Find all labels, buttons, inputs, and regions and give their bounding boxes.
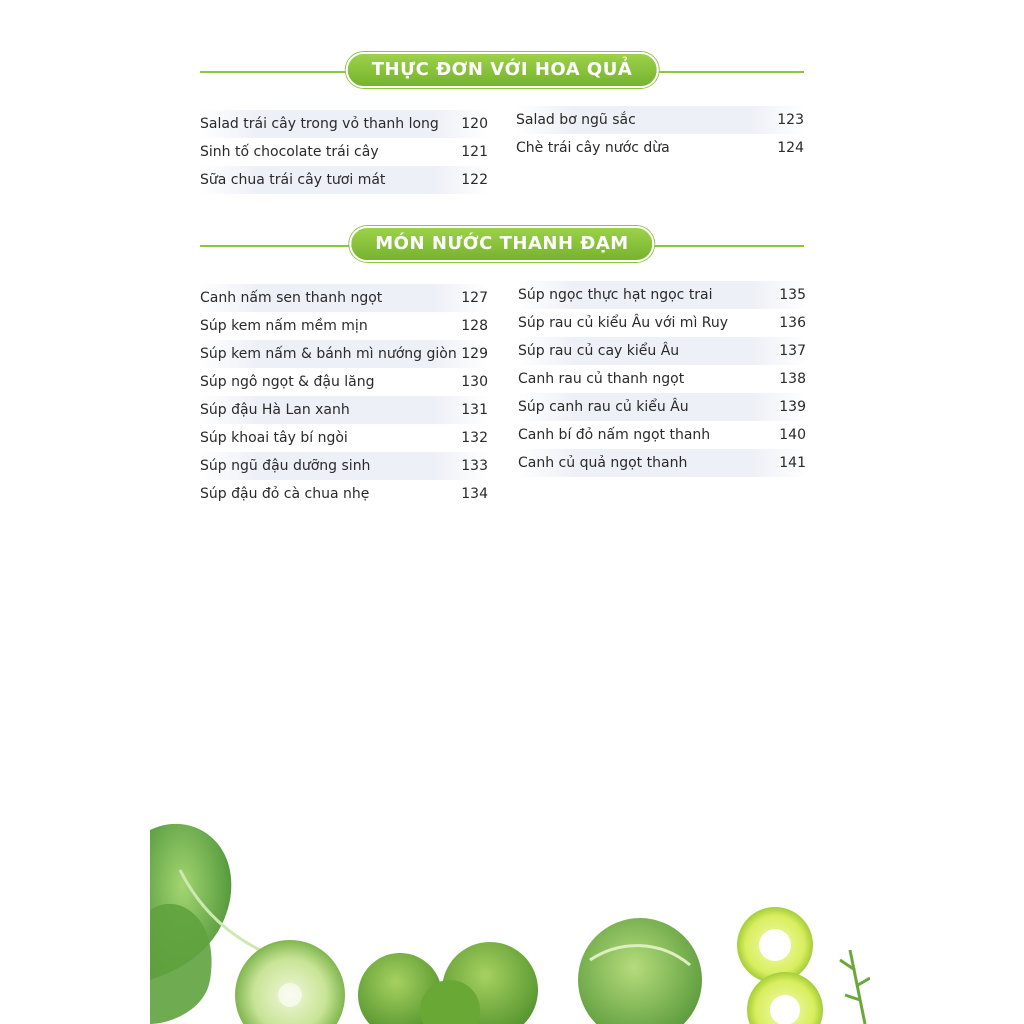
entry-page: 130	[461, 374, 488, 390]
toc-column-left	[200, 110, 490, 194]
entry-page: 137	[779, 343, 806, 359]
entry-page: 132	[461, 430, 488, 446]
section-title: THỰC ĐƠN VỚI HOA QUẢ	[346, 52, 659, 88]
entry-page: 140	[779, 427, 806, 443]
entry-title: Súp khoai tây bí ngòi	[200, 430, 348, 446]
entry-title: Súp kem nấm mềm mịn	[200, 318, 368, 334]
toc-entry[interactable]	[200, 284, 490, 312]
entry-page: 133	[461, 458, 488, 474]
entry-page: 122	[461, 172, 488, 188]
toc-entry[interactable]	[516, 106, 806, 134]
entry-page: 134	[461, 486, 488, 502]
toc-entry[interactable]	[200, 480, 490, 508]
entry-title: Salad trái cây trong vỏ thanh long	[200, 116, 439, 132]
toc-entry[interactable]	[200, 138, 490, 166]
entry-title: Salad bơ ngũ sắc	[516, 112, 636, 128]
entry-page: 129	[461, 346, 488, 362]
entry-title: Canh bí đỏ nấm ngọt thanh	[518, 427, 711, 443]
entry-page: 135	[779, 287, 806, 303]
toc-entry[interactable]	[200, 424, 490, 452]
entry-page: 127	[461, 290, 488, 306]
entry-page: 131	[461, 402, 488, 418]
toc-entry[interactable]	[518, 337, 808, 365]
entry-title: Canh rau củ thanh ngọt	[518, 371, 685, 387]
entry-title: Súp rau củ cay kiểu Âu	[518, 343, 680, 359]
entry-page: 138	[779, 371, 806, 387]
entry-title: Sữa chua trái cây tươi mát	[200, 172, 386, 188]
toc-entry[interactable]	[200, 396, 490, 424]
entry-title: Súp kem nấm & bánh mì nướng giòn	[200, 346, 457, 362]
entry-title: Canh nấm sen thanh ngọt	[200, 290, 383, 306]
entry-page: 139	[779, 399, 806, 415]
toc-entry[interactable]	[518, 393, 808, 421]
toc-entry[interactable]	[200, 110, 490, 138]
entry-title: Súp đậu đỏ cà chua nhẹ	[200, 486, 370, 502]
vegetables-icon	[150, 810, 870, 1024]
toc-entry[interactable]	[200, 166, 490, 194]
toc-entry[interactable]	[516, 134, 806, 162]
toc-column-right	[516, 106, 806, 162]
entry-page: 128	[461, 318, 488, 334]
entry-title: Súp ngọc thực hạt ngọc trai	[518, 287, 713, 303]
toc-entry[interactable]	[200, 340, 490, 368]
entry-page: 121	[461, 144, 488, 160]
entry-title: Súp đậu Hà Lan xanh	[200, 402, 350, 418]
toc-entry[interactable]	[518, 421, 808, 449]
entry-title: Sinh tố chocolate trái cây	[200, 144, 379, 160]
toc-entry[interactable]	[518, 309, 808, 337]
entry-page: 124	[777, 140, 804, 156]
entry-title: Súp ngô ngọt & đậu lăng	[200, 374, 375, 390]
entry-title: Súp ngũ đậu dưỡng sinh	[200, 458, 371, 474]
toc-entry[interactable]	[200, 452, 490, 480]
entry-title: Súp canh rau củ kiểu Âu	[518, 399, 689, 415]
toc-entry[interactable]	[518, 449, 808, 477]
toc-entry[interactable]	[518, 365, 808, 393]
section-title: MÓN NƯỚC THANH ĐẠM	[349, 226, 654, 262]
entry-page: 136	[779, 315, 806, 331]
entry-page: 123	[777, 112, 804, 128]
toc-entry[interactable]	[518, 281, 808, 309]
section-header-light-soups	[200, 226, 804, 266]
toc-entry[interactable]	[200, 368, 490, 396]
entry-title: Chè trái cây nước dừa	[516, 140, 670, 156]
toc-column-left	[200, 284, 490, 508]
toc-column-right	[518, 281, 808, 477]
vegetables-illustration	[150, 810, 870, 1024]
toc-entry[interactable]	[200, 312, 490, 340]
section-header-fruit-menu	[200, 52, 804, 92]
entry-title: Canh củ quả ngọt thanh	[518, 455, 688, 471]
entry-page: 120	[461, 116, 488, 132]
entry-page: 141	[779, 455, 806, 471]
entry-title: Súp rau củ kiểu Âu với mì Ruy	[518, 315, 729, 331]
